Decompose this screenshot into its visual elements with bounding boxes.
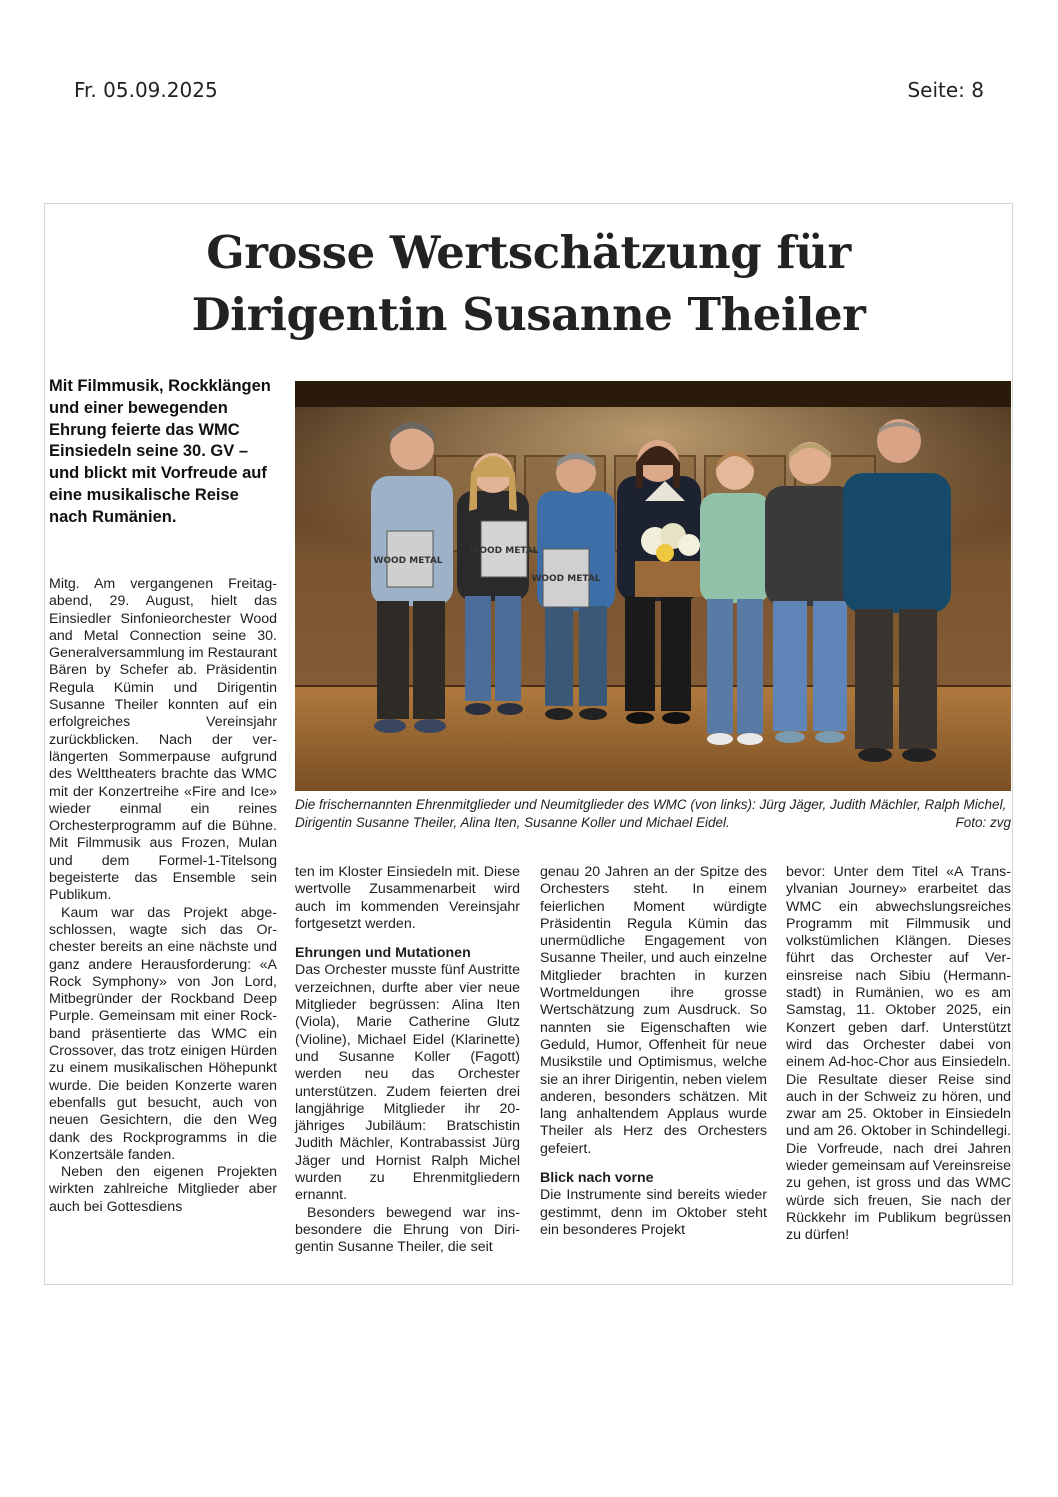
paragraph: Neben den eigenen Projekten wirkten zahlreiche Mitglieder aber auch bei Gottesdiens: [49, 1164, 277, 1215]
article-column-2: [295, 864, 520, 1257]
paragraph: Mitg. Am vergangenen Freitagabend, 29. August, hielt das Einsiedler Sinfonieorchester Wood and Metal Connection seine 30. Generalversammlung im Restaurant Bären by Schefer ab. Präsidentin Regula Kümin und Dirigentin Susanne Theiler konnten auf ein erfolgreiches Vereinsjahr zurückblicken. Nach der verlängerten Sommerpause aufgrund des Welttheaters brachte das WMC mit der Konzertreihe «Fire and Ice» wieder einmal ein reines Orchesterprogramm auf die Bühne. Mit Filmmusik aus Frozen, Mulan und dem Formel-1-Titelsong begeisterte das Ensemble sein Publikum.: [49, 576, 277, 904]
page-number: Seite: 8: [907, 78, 984, 102]
article-column-1: [49, 576, 277, 1216]
book-label: WOOD METAL: [531, 574, 601, 584]
paragraph: ten im Kloster Einsiedeln mit. Diese wertvolle Zusammenarbeit wird auch im kommenden Vereinsjahr fortgesetzt werden.: [295, 864, 520, 932]
photo-credit: Foto: zvg: [955, 814, 1011, 830]
paragraph: Das Orchester musste fünf Austritte verzeichnen, durfte aber vier neue Mitglieder begrüssen: Alina Iten (Viola), Marie Catherine Glutz (Violine), Michael Eidel (Klarinette) und Susanne Koller (Fagott) werden neu das Orchester unterstützen. Zudem feierten drei langjährige Mitglieder ihr 20-jähriges Jubiläum: Bratschistin Judith Mächler, Kontrabassist Jürg Jäger und Hornist Ralph Michel wurden zu Ehrenmitgliedern ernannt.: [295, 962, 520, 1204]
article-column-3: [540, 864, 767, 1239]
subheading: Ehrungen und Mutationen: [295, 945, 471, 962]
caption-text: Die frischernannten Ehrenmitglieder und Neumitglieder des WMC (von links): Jürg Jäger, Judith Mächler, Ralph Michel, Dirigentin Susanne Theiler, Alina Iten, Susanne Koller und Michael Eidel.: [295, 797, 1007, 830]
article-lead: Mit Filmmusik, Rockklängen und einer bewegenden Ehrung feierte das WMC Einsiedeln seine 30. GV – und blickt mit Vorfreude auf eine musikalische Reise nach Rumänien.: [49, 377, 271, 526]
paragraph: Besonders bewegend war insbesondere die Ehrung von Dirigentin Susanne Theiler, die seit: [295, 1204, 520, 1256]
article-column-4: [786, 864, 1011, 1245]
headline-line-2: Dirigentin Susanne Theiler: [191, 288, 866, 341]
photo-caption: [295, 796, 1011, 831]
paragraph: bevor: Unter dem Titel «A Transylvanian Journey» erarbeitet das WMC ein abwechslungsreiches Programm mit Filmmusik und volkstümlichen Klängen. Dieses führt das Orchester auf Vereinsreise nach Sibiu (Hermannstadt) in Rumänien, wo es am Samstag, 11. Oktober 2025, ein Konzert geben darf. Unterstützt wird das Orchester dabei von einem Ad-hoc-Chor aus Einsiedeln. Die Resultate dieser Reise sind auch in der Schweiz zu hören, und zwar am 25. Oktober in Einsiedeln und am 26. Oktober in Schindellegi. Die Vorfreude, nach drei Jahren wieder gemeinsam auf Vereinsreise zu gehen, ist gross und das WMC würde sich freuen, Sie nach der Rückkehr im Publikum begrüssen zu dürfen!: [786, 864, 1011, 1244]
subheading: Blick nach vorne: [540, 1170, 654, 1187]
book-label: WOOD METAL: [373, 556, 443, 566]
book-label: WOOD METAL: [469, 546, 539, 556]
paragraph: Die Instrumente sind bereits wieder gestimmt, denn im Oktober steht ein besonderes Projekt: [540, 1187, 767, 1238]
article-headline: [45, 222, 1012, 346]
print-date: Fr. 05.09.2025: [74, 78, 218, 102]
paragraph: genau 20 Jahren an der Spitze des Orchesters steht. In einem feierlichen Moment würdigte Präsidentin Regula Kümin das unermüdliche Engagement von Susanne Theiler, und auch einzelne Mitglieder brachten in kurzen Wortmeldungen ihre grosse Wertschätzung zum Ausdruck. So nannten sie Eigenschaften wie Geduld, Humor, Offenheit für neue Musikstile und Optimismus, welche sie an ihrer Dirigentin, neben vielem anderen, besonders schätzen. Mit lang anhaltendem Applaus wurde Theiler als Herz des Orchesters gefeiert.: [540, 864, 767, 1157]
group-photo: [295, 381, 1011, 791]
paragraph: Kaum war das Projekt abgeschlossen, wagte sich das Orchester bereits an eine nächste und ganz andere Herausforderung: «A Rock Symphony» von Jon Lord, Mitbegründer der Rockband Deep Purple. Gemeinsam mit einer Rockband präsentierte das WMC ein Crossover, das trotz einigen Hürden zu einem musikalischen Höhepunkt wurde. Die beiden Konzerte waren ebenfalls gut besucht, auch von neuen Gesichtern, die den Weg dank des Rockprogramms in die Konzertsäle fanden.: [49, 904, 277, 1163]
newspaper-clipping: [44, 203, 1013, 1285]
headline-line-1: Grosse Wertschätzung für: [206, 226, 851, 279]
